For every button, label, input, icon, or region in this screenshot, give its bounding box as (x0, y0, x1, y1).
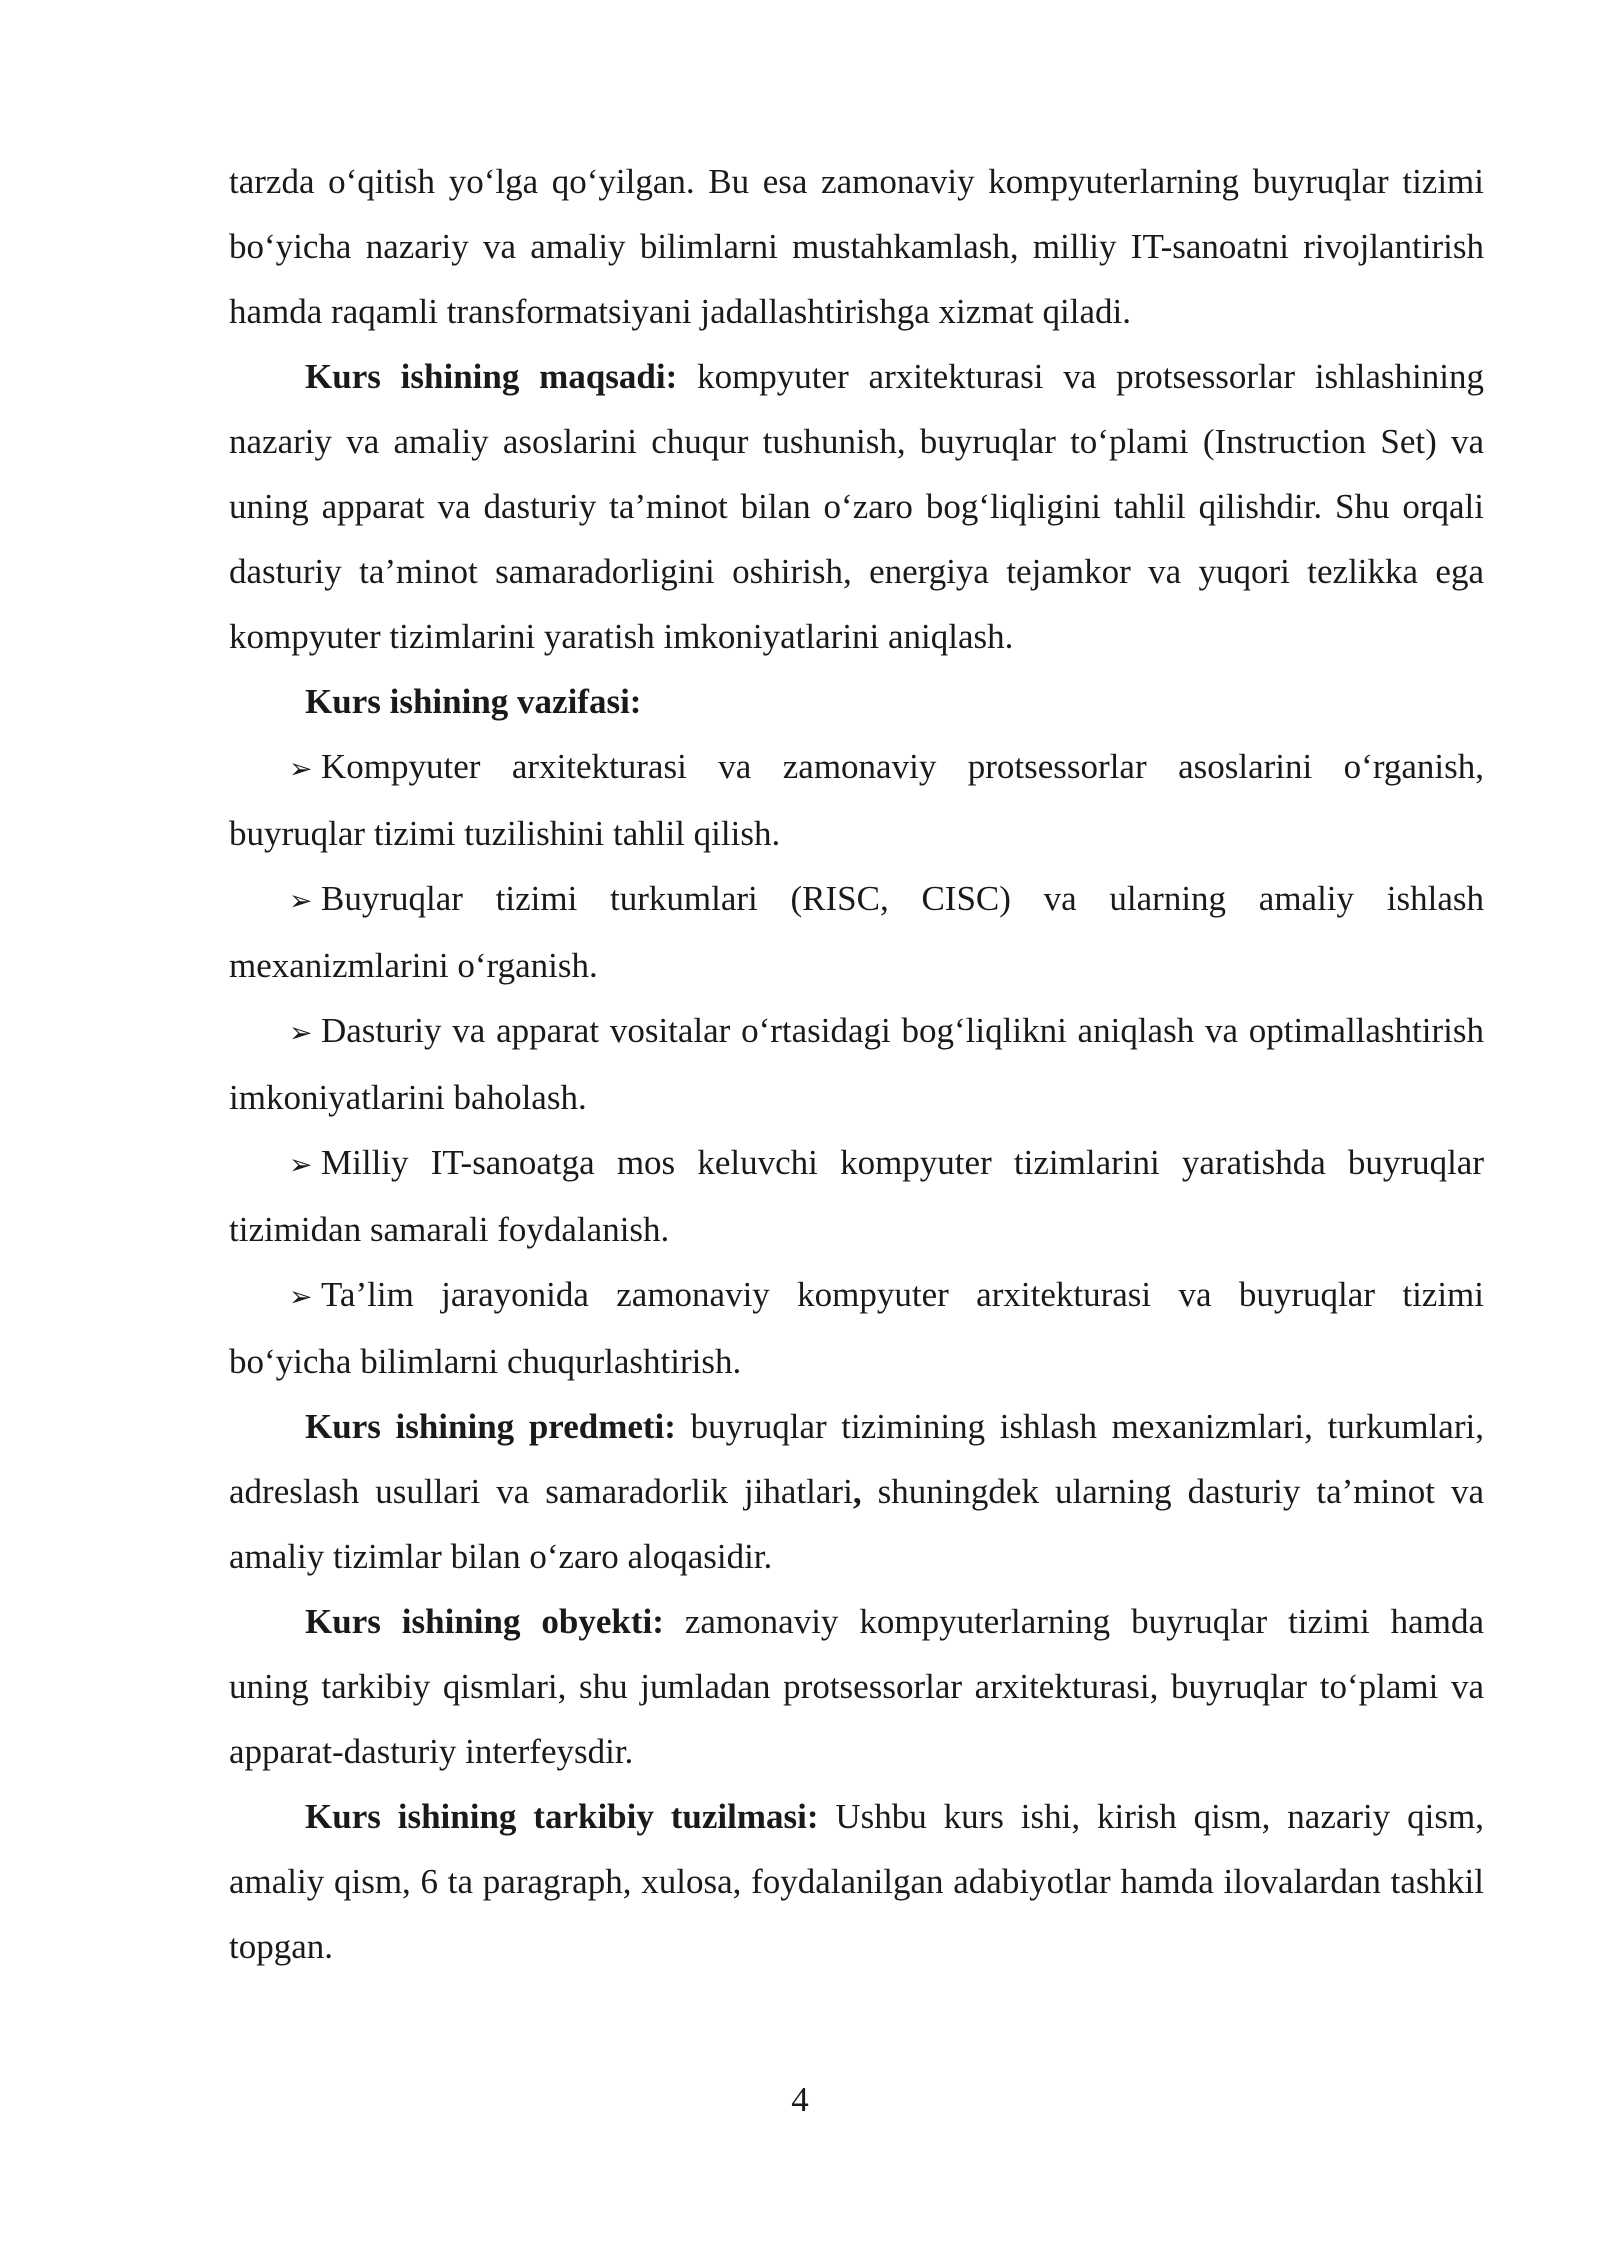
structure-paragraph (229, 1784, 1484, 1979)
task-text: Buyruqlar tizimi turkumlari (RISC, CISC) va ularning amaliy ishlash mexanizmlarini o‘rganish. (229, 879, 1484, 985)
arrow-bullet-icon: ➢ (289, 1280, 313, 1313)
task-text: Dasturiy va apparat vositalar o‘rtasidagi bog‘liqlikni aniqlash va optimallashtirish imkoniyatlarini baholash. (229, 1011, 1484, 1117)
page-number: 4 (791, 2080, 809, 2119)
goal-heading: Kurs ishining maqsadi: (305, 357, 678, 396)
subject-heading: Kurs ishining predmeti: (305, 1407, 676, 1446)
tasks-heading-paragraph (229, 669, 1484, 734)
goal-text: kompyuter arxitekturasi va protsessorlar ishlashining nazariy va amaliy asoslarini chuqur tushunish, buyruqlar to‘plami (Instruction Set) va uning apparat va dasturiy ta’minot bilan o‘zaro bog‘liqligini tahlil qilishdir. Shu orqali dasturiy ta’minot samaradorligini oshirish, energiya tejamkor va yuqori tezlikka ega kompyuter tizimlarini yaratish imkoniyatlarini aniqlash. (229, 357, 1484, 656)
subject-text: buyruqlar tizimining ishlash mexanizmlari, turkumlari, adreslash usullari va samaradorlik jihatlari (229, 1407, 1484, 1511)
task-bullet-1 (229, 734, 1484, 866)
task-bullet-3 (229, 998, 1484, 1130)
arrow-bullet-icon: ➢ (289, 752, 313, 785)
task-text: Kompyuter arxitekturasi va zamonaviy protsessorlar asoslarini o‘rganish, buyruqlar tizimi tuzilishini tahlil qilish. (229, 747, 1484, 853)
goal-paragraph (229, 344, 1484, 669)
task-bullet-2 (229, 866, 1484, 998)
arrow-bullet-icon: ➢ (289, 1016, 313, 1049)
subject-text-after: shuningdek ularning dasturiy ta’minot va amaliy tizimlar bilan o‘zaro aloqasidir. (229, 1472, 1485, 1576)
task-bullet-4 (229, 1130, 1484, 1262)
task-text: Milliy IT-sanoatga mos keluvchi kompyuter tizimlarini yaratishda buyruqlar tizimidan samarali foydalanish. (229, 1143, 1484, 1249)
structure-text: Ushbu kurs ishi, kirish qism, nazariy qism, amaliy qism, 6 ta paragraph, xulosa, foydalanilgan adabiyotlar hamda ilovalardan tashkil topgan. (229, 1797, 1484, 1966)
task-text: Ta’lim jarayonida zamonaviy kompyuter arxitekturasi va buyruqlar tizimi bo‘yicha bilimlarni chuqurlashtirish. (229, 1275, 1484, 1381)
task-bullet-5 (229, 1262, 1484, 1394)
object-heading: Kurs ishining obyekti: (305, 1602, 664, 1641)
body-text (229, 149, 1484, 1979)
object-text: zamonaviy kompyuterlarning buyruqlar tizimi hamda uning tarkibiy qismlari, shu jumladan protsessorlar arxitekturasi, buyruqlar to‘plami va apparat-dasturiy interfeysdir. (229, 1602, 1484, 1771)
arrow-bullet-icon: ➢ (289, 884, 313, 917)
arrow-bullet-icon: ➢ (289, 1148, 313, 1181)
object-paragraph (229, 1589, 1484, 1784)
intro-paragraph (229, 149, 1484, 344)
tasks-heading: Kurs ishining vazifasi: (305, 682, 642, 721)
subject-paragraph (229, 1394, 1484, 1589)
subject-comma: , (852, 1472, 862, 1511)
intro-text: tarzda o‘qitish yo‘lga qo‘yilgan. Bu esa zamonaviy kompyuterlarning buyruqlar tizimi bo‘yicha nazariy va amaliy bilimlarni mustahkamlash, milliy IT-sanoatni rivojlantirish hamda raqamli transformatsiyani jadallashtirishga xizmat qiladi. (229, 162, 1484, 331)
structure-heading: Kurs ishining tarkibiy tuzilmasi: (305, 1797, 819, 1836)
